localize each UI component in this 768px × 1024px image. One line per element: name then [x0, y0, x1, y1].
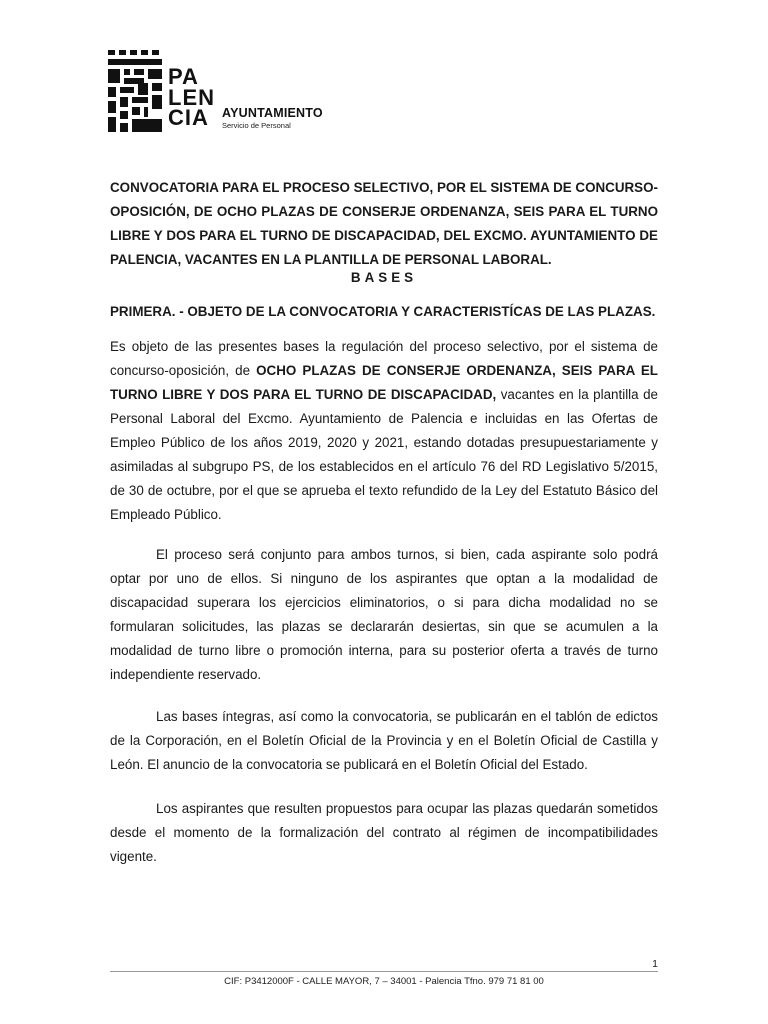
footer-contact: CIF: P3412000F - CALLE MAYOR, 7 – 34001 - Palencia Tfno. 979 71 81 00: [224, 976, 544, 987]
logo-wordmark: [168, 64, 215, 130]
logo-department: Servicio de Personal: [222, 121, 291, 130]
paragraph-objeto-emphasis: OCHO PLAZAS DE CONSERJE ORDENANZA, SEIS PARA EL TURNO LIBRE Y DOS PARA EL TURNO DE DISCAPACIDAD,: [110, 363, 658, 402]
bases-heading: BASES: [350, 270, 418, 285]
palencia-logo: [108, 50, 348, 134]
logo-word-line-2: LEN: [168, 84, 215, 110]
page-number: 1: [652, 958, 658, 970]
paragraph-objeto: [110, 335, 658, 527]
footer-divider: [110, 971, 658, 972]
paragraph-objeto-intro: Es objeto de las presentes bases la regulación del proceso selectivo, por el sistema de concurso-oposición, de: [110, 339, 658, 378]
palencia-castle-logo-icon: [108, 50, 162, 132]
logo-institution: AYUNTAMIENTO: [222, 106, 323, 120]
paragraph-publicacion: Las bases íntegras, así como la convocatoria, se publicarán en el tablón de edictos de la Corporación, en el Boletín Oficial de la Provincia y en el Boletín Oficial de Castilla y León. El anuncio de la convocatoria se publicará en el Boletín Oficial del Estado.: [110, 709, 658, 772]
paragraph-incompatibilidades: Los aspirantes que resulten propuestos para ocupar las plazas quedarán sometidos desde el momento de la formalización del contrato al régimen de incompatibilidades vigente.: [110, 801, 658, 864]
logo-word-line-3: CIA: [168, 105, 209, 130]
paragraph-objeto-rest: vacantes en la plantilla de Personal Laboral del Excmo. Ayuntamiento de Palencia e incluidas en las Ofertas de Empleo Público de los años 2019, 2020 y 2021, estando dotadas presupuestariamente y asimiladas al subgrupo PS, de los establecidos en el artículo 76 del RD Legislativo 5/2015, de 30 de octubre, por el que se aprueba el texto refundido de la Ley del Estatuto Básico del Empleado Público.: [110, 387, 658, 522]
document-title: CONVOCATORIA PARA EL PROCESO SELECTIVO, POR EL SISTEMA DE CONCURSO-OPOSICIÓN, DE OCHO PLAZAS DE CONSERJE ORDENANZA, SEIS PARA EL TURNO LIBRE Y DOS PARA EL TURNO DE DISCAPACIDAD, DEL EXCMO. AYUNTAMIENTO DE PALENCIA, VACANTES EN LA PLANTILLA DE PERSONAL LABORAL.: [110, 180, 658, 267]
section-heading: PRIMERA. - OBJETO DE LA CONVOCATORIA Y CARACTERISTÍCAS DE LAS PLAZAS.: [110, 304, 656, 319]
logo-word-line-1: PA: [168, 64, 199, 89]
paragraph-proceso: El proceso será conjunto para ambos turnos, si bien, cada aspirante solo podrá optar por uno de ellos. Si ninguno de los aspirantes que optan a la modalidad de discapacidad superara los ejercicios eliminatorios, o si para dicha modalidad no se formularan solicitudes, las plazas se declararán desiertas, sin que se acumulen a la modalidad de turno libre o promoción interna, para su posterior oferta a través de turno independiente reservado.: [110, 547, 658, 682]
